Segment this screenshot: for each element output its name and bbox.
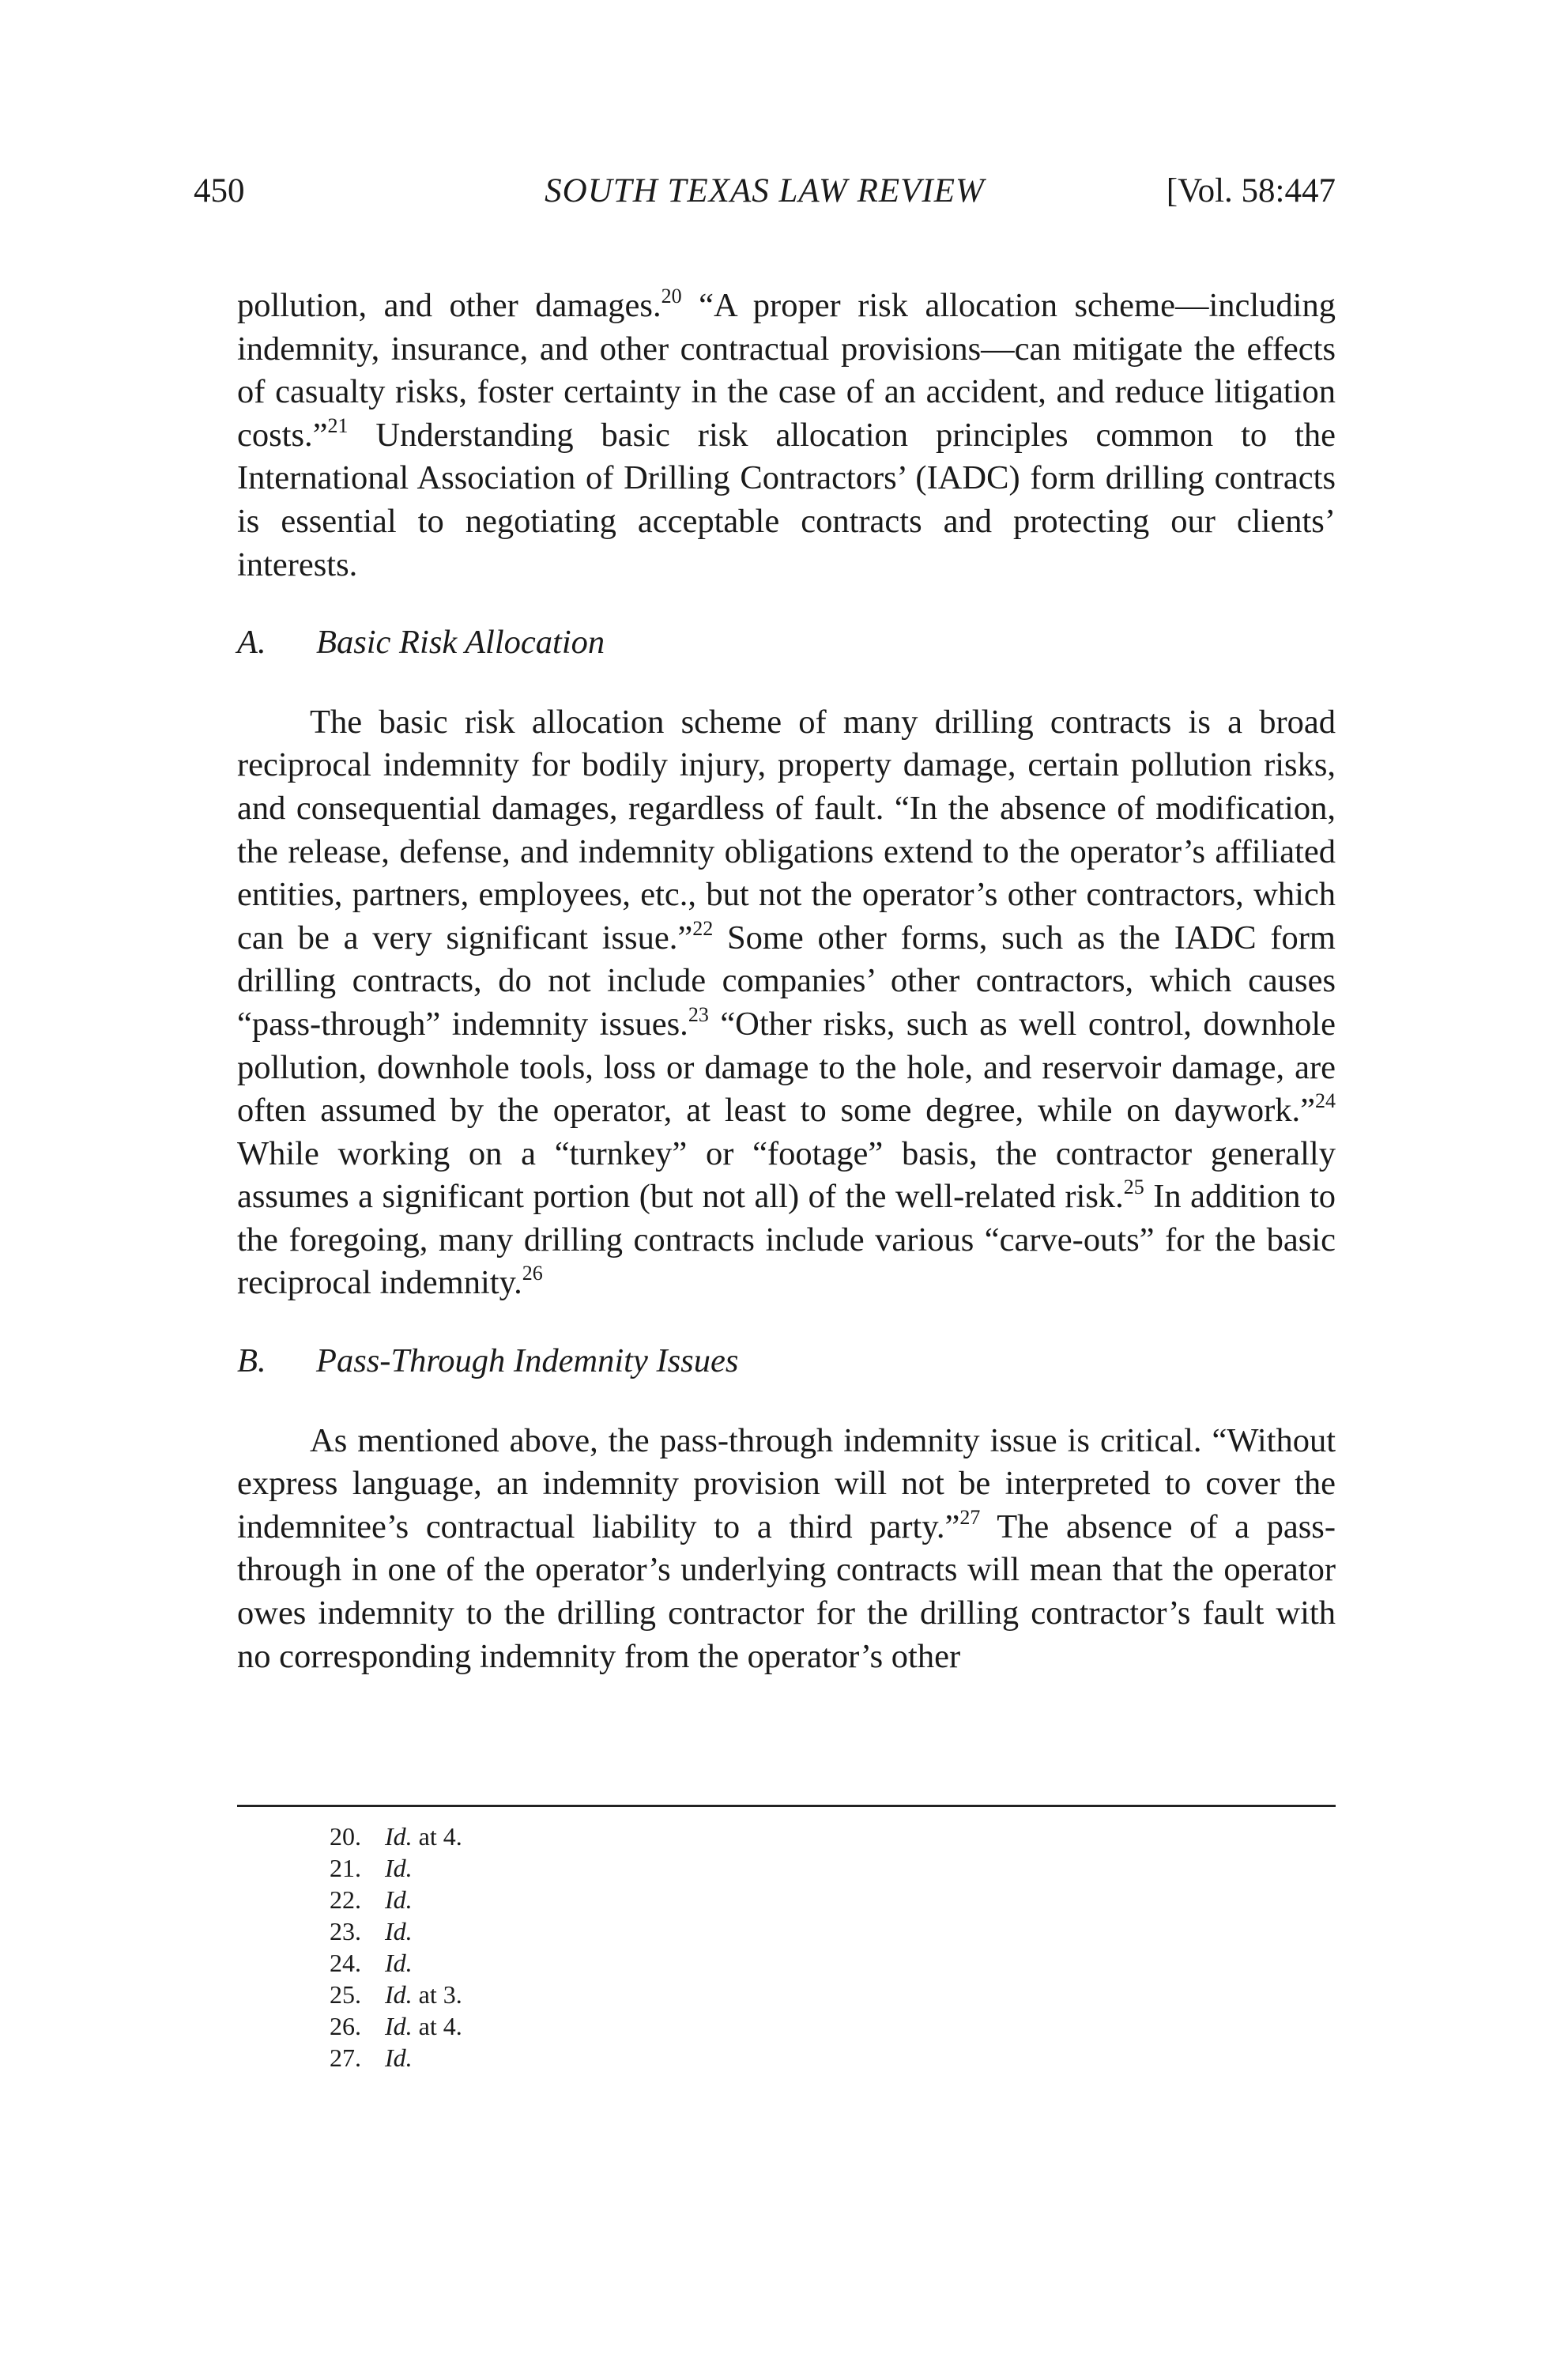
intro-paragraph: pollution, and other damages.$^{20}$ “A proper risk allocation scheme—including indemnity, insurance, and other contractual provisions—can mitigate the effects of casualty risks, foster certainty in the case of an accident, and reduce litigation costs.”$^{21}$ Understanding basic risk allocation principles common to the International Association of Drilling Contractors’ (IADC) form drilling contracts is essential to negotiating acceptable contracts and protecting our clients’ interests. (237, 285, 1336, 583)
footnote-id: Id. (385, 1885, 413, 1914)
section-heading-b (237, 1340, 1336, 1383)
footnote-item (237, 2042, 462, 2074)
footnote-number: 25. (330, 1980, 361, 2009)
footnote-text: at 4. (412, 1822, 462, 1851)
footnote-number: 21. (330, 1854, 361, 1882)
footnote-number: 27. (330, 2043, 361, 2072)
section-letter: B. (237, 1342, 266, 1380)
footnote-item (237, 1915, 462, 1947)
footnote-ref[interactable]: 21 (327, 413, 349, 437)
footnote-number: 20. (330, 1822, 361, 1851)
footnote-item (237, 1852, 462, 1884)
footnote-item (237, 1884, 462, 1915)
section-heading-a (237, 621, 1336, 665)
section-letter: A. (237, 624, 266, 662)
footnote-number: 26. (330, 2012, 361, 2040)
section-b-paragraph: As mentioned above, the pass-through indemnity issue is critical. “Without express language, an indemnity provision will not be interpreted to cover the indemnitee’s contractual liability to a third party.”$^{27}$ The absence of a pass-through in one of the operator’s underlying contracts will mean that the operator owes indemnity to the drilling contractor for the drilling contractor’s fault with no corresponding indemnity from the operator’s other (237, 1421, 1336, 1675)
footnote-item (237, 2010, 462, 2042)
journal-title: SOUTH TEXAS LAW REVIEW (545, 172, 985, 209)
footnote-ref[interactable]: 20 (661, 285, 682, 308)
footnote-item (237, 1821, 462, 1852)
footnote-id: Id. (385, 1917, 413, 1945)
footnotes-list (237, 1821, 462, 2074)
footnote-ref[interactable]: 23 (688, 1002, 709, 1026)
footnote-divider (237, 1805, 1336, 1807)
footnote-id: Id. (385, 2012, 413, 2040)
footnote-id: Id. (385, 2043, 413, 2072)
section-title: Basic Risk Allocation (316, 624, 605, 662)
volume-citation: [Vol. 58:447 (1166, 172, 1336, 209)
page-number: 450 (194, 172, 245, 209)
footnote-ref[interactable]: 22 (692, 916, 714, 940)
running-head (194, 168, 1336, 215)
footnote-id: Id. (385, 1949, 413, 1977)
footnote-number: 24. (330, 1949, 361, 1977)
footnote-ref[interactable]: 27 (959, 1505, 981, 1529)
footnote-item (237, 1979, 462, 2010)
footnote-number: 23. (330, 1917, 361, 1945)
footnote-ref[interactable]: 25 (1123, 1175, 1144, 1199)
footnote-text: at 4. (412, 2012, 462, 2040)
footnote-id: Id. (385, 1980, 413, 2009)
footnote-id: Id. (385, 1822, 413, 1851)
footnote-ref[interactable]: 24 (1315, 1089, 1336, 1113)
footnote-text: at 3. (412, 1980, 462, 2009)
footnote-id: Id. (385, 1854, 413, 1882)
section-a-paragraph: The basic risk allocation scheme of many drilling contracts is a broad reciprocal indemnity for bodily injury, property damage, certain pollution risks, and consequential damages, regardless of fault. “In the absence of modification, the release, defense, and indemnity obligations extend to the operator’s affiliated entities, partners, employees, etc., but not the operator’s other contractors, which can be a very significant issue.”$^{22}$ Some other forms, such as the IADC form drilling contracts, do not include companies’ other contractors, which causes “pass-through” indemnity issues.$^{23}$ “Other risks, such as well control, downhole pollution, downhole tools, loss or damage to the hole, and reservoir damage, are often assumed by the operator, at least to some degree, while on daywork.”$^{24}$ While working on a “turnkey” or “footage” basis, the contractor generally assumes a significant portion (but not all) of the well-related risk.$^{25}$ In addition to the foregoing, many drilling contracts include various “carve-outs” for the basic reciprocal indemnity.$^{26}$ (237, 703, 1336, 1302)
footnote-ref[interactable]: 26 (522, 1262, 543, 1285)
footnote-item (237, 1947, 462, 1979)
body-text (237, 285, 1336, 1678)
section-title: Pass-Through Indemnity Issues (316, 1342, 739, 1380)
footnote-number: 22. (330, 1885, 361, 1914)
